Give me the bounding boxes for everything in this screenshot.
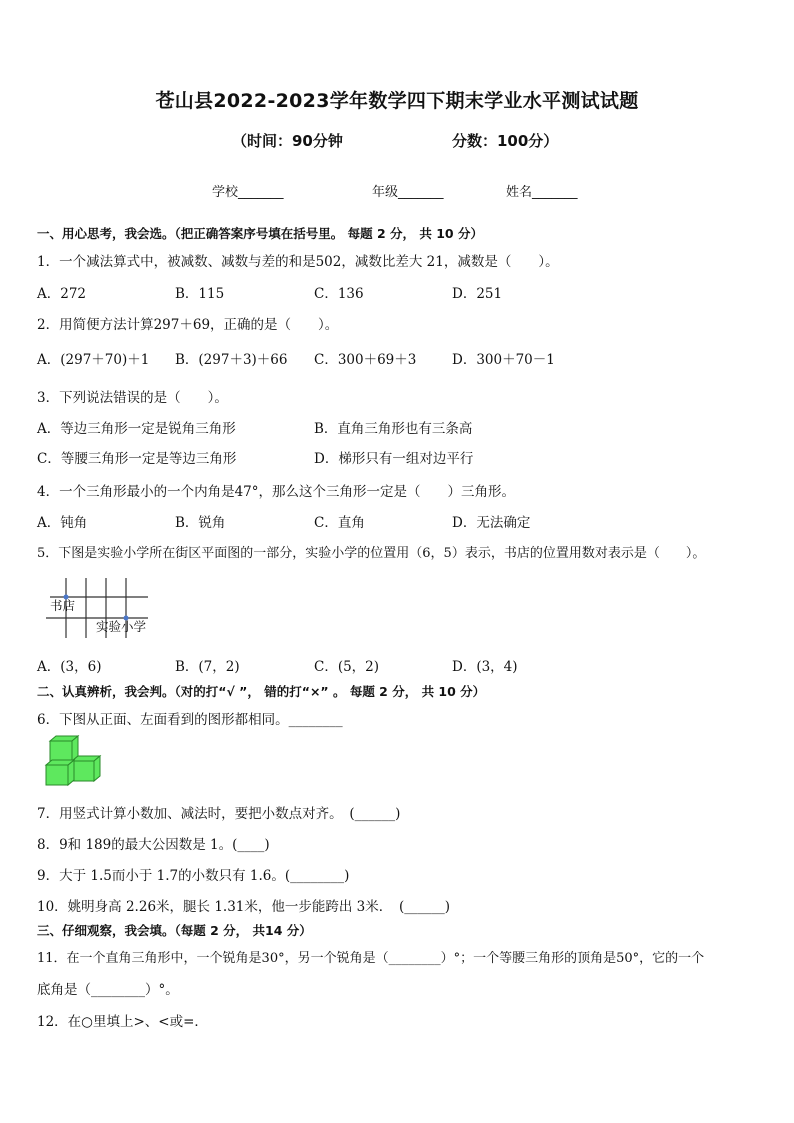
question-11: 11．在一个直角三角形中，一个锐角是30°，另一个锐角是（________）°；一个等腰三角形的顶角是50°，它的一个 (37, 951, 705, 966)
q5-option-b: B．(7，2) (175, 659, 240, 675)
question-10: 10．姚明身高 2.26米，腿长 1.31米，他一步能跨出 3米． (______) (37, 899, 451, 915)
q3-option-b: B．直角三角形也有三条高 (314, 421, 473, 437)
question-12: 12．在○里填上>、<或=． (37, 1014, 208, 1030)
section-heading-3: 三、仔细观察，我会填。（每题 2 分， 共14 分） (37, 923, 312, 938)
q5-option-d: D．(3，4) (452, 659, 518, 675)
question-4: 4．一个三角形最小的一个内角是47°，那么这个三角形一定是（ ）三角形。 (37, 484, 516, 500)
question-11-continued: 底角是（________）°。 (37, 982, 179, 998)
name-field: 姓名_______ (506, 185, 578, 200)
question-9: 9．大于 1.5而小于 1.7的小数只有 1.6。(________) (37, 868, 350, 884)
q4-option-a: A．钝角 (37, 515, 88, 531)
q5-option-c: C．(5，2) (314, 659, 380, 675)
q3-option-d: D．梯形只有一组对边平行 (314, 451, 474, 467)
q1-option-a: A．272 (37, 286, 87, 302)
q2-option-b: B．(297＋3)＋66 (175, 352, 288, 368)
total-score: 分数：100分） (452, 132, 559, 150)
q4-option-b: B．锐角 (175, 515, 226, 531)
page-title: 苍山县2022-2023学年数学四下期末学业水平测试试题 (155, 90, 639, 112)
section-heading-2: 二、认真辨析，我会判。（对的打“√ ”， 错的打“×” 。 每题 2 分， 共 10 分） (37, 684, 486, 699)
q1-option-d: D．251 (452, 286, 503, 302)
school-label: 实验小学 (96, 619, 147, 634)
bookstore-label: 书店 (50, 598, 76, 613)
question-2: 2．用简便方法计算297＋69，正确的是（ ）。 (37, 317, 339, 333)
q4-option-d: D．无法确定 (452, 515, 531, 531)
q3-option-c: C．等腰三角形一定是等边三角形 (37, 451, 237, 467)
cubes-figure (40, 736, 104, 788)
q1-option-b: B．115 (175, 286, 225, 302)
q2-option-d: D．300＋70－1 (452, 352, 555, 368)
question-5: 5．下图是实验小学所在街区平面图的一部分，实验小学的位置用（6，5）表示，书店的位置用数对表示是（ ）。 (37, 546, 706, 561)
q1-option-c: C．136 (314, 286, 364, 302)
question-7: 7．用竖式计算小数加、减法时，要把小数点对齐。 (______) (37, 806, 401, 822)
question-1: 1．一个减法算式中，被减数、减数与差的和是502，减数比差大 21，减数是（ ）。 (37, 254, 559, 270)
question-3: 3．下列说法错误的是（ ）。 (37, 390, 228, 406)
grade-field: 年级_______ (372, 185, 444, 200)
q4-option-c: C．直角 (314, 515, 365, 531)
q5-option-a: A．(3，6) (37, 659, 102, 675)
question-6: 6．下图从正面、左面看到的图形都相同。________ (37, 712, 343, 728)
section-heading-1: 一、用心思考，我会选。（把正确答案序号填在括号里。 每题 2 分， 共 10 分） (37, 226, 483, 241)
q3-option-a: A．等边三角形一定是锐角三角形 (37, 421, 236, 437)
school-field: 学校_______ (212, 185, 284, 200)
q2-option-a: A．(297＋70)＋1 (37, 352, 150, 368)
question-8: 8．9和 189的最大公因数是 1。(____) (37, 837, 270, 853)
q2-option-c: C．300＋69＋3 (314, 352, 417, 368)
time-limit: （时间：90分钟 (232, 132, 343, 150)
